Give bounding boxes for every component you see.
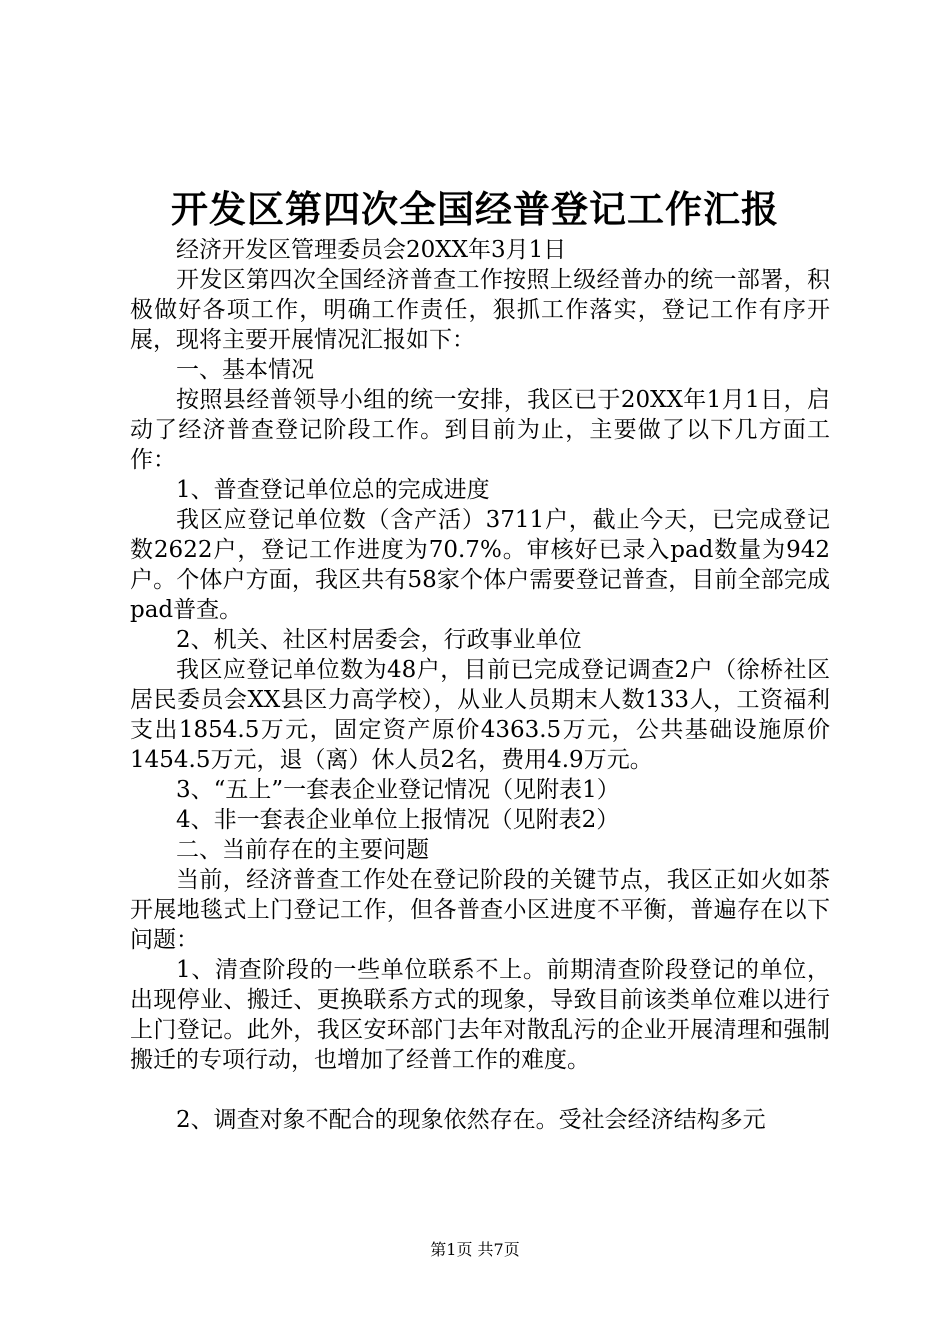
body-paragraph: 2、调查对象不配合的现象依然存在。受社会经济结构多元: [176, 1107, 766, 1133]
subheading-progress: 1、普查登记单位总的完成进度: [176, 477, 490, 503]
document-title: 开发区第四次全国经普登记工作汇报: [171, 187, 779, 231]
page-number: 第1页 共7页: [430, 1240, 520, 1259]
subheading-non-suite: 4、非一套表企业单位上报情况（见附表2）: [176, 807, 620, 833]
subheading-five-above: 3、“五上”一套表企业登记情况（见附表1）: [176, 777, 620, 803]
body-paragraph: 我区应登记单位数（含产活）3711户，截止今天，已完成登记数2622户，登记工作进度为70.7%。审核好已录入pad数量为942户。个体户方面，我区共有58家个体户需要登记普查，目前全部完成pad普查。: [130, 507, 830, 623]
section-heading-basic-situation: 一、基本情况: [176, 357, 314, 383]
body-paragraph: 我区应登记单位数为48户，目前已完成登记调查2户（徐桥社区居民委员会XX县区力高学校），从业人员期末人数133人，工资福利支出1854.5万元，固定资产原价4363.5万元，公共基础设施原价1454.5万元，退（离）休人员2名，费用4.9万元。: [130, 657, 830, 773]
body-paragraph: 按照县经普领导小组的统一安排，我区已于20XX年1月1日，启动了经济普查登记阶段工作。到目前为止，主要做了以下几方面工作：: [130, 387, 830, 473]
section-heading-main-problems: 二、当前存在的主要问题: [176, 837, 429, 863]
intro-paragraph: 开发区第四次全国经济普查工作按照上级经普办的统一部署，积极做好各项工作，明确工作责任，狠抓工作落实，登记工作有序开展，现将主要开展情况汇报如下：: [130, 267, 830, 353]
document-body: [130, 235, 830, 1135]
body-paragraph: 当前，经济普查工作处在登记阶段的关键节点，我区正如火如茶开展地毯式上门登记工作，但各普查小区进度不平衡，普遍存在以下问题：: [130, 867, 830, 953]
body-paragraph: 1、清查阶段的一些单位联系不上。前期清查阶段登记的单位，出现停业、搬迁、更换联系方式的现象，导致目前该类单位难以进行上门登记。此外，我区安环部门去年对散乱污的企业开展清理和强制搬迁的专项行动，也增加了经普工作的难度。: [130, 957, 830, 1073]
subheading-agencies: 2、机关、社区村居委会，行政事业单位: [176, 627, 582, 653]
date-line: 经济开发区管理委员会20XX年3月1日: [176, 237, 567, 263]
